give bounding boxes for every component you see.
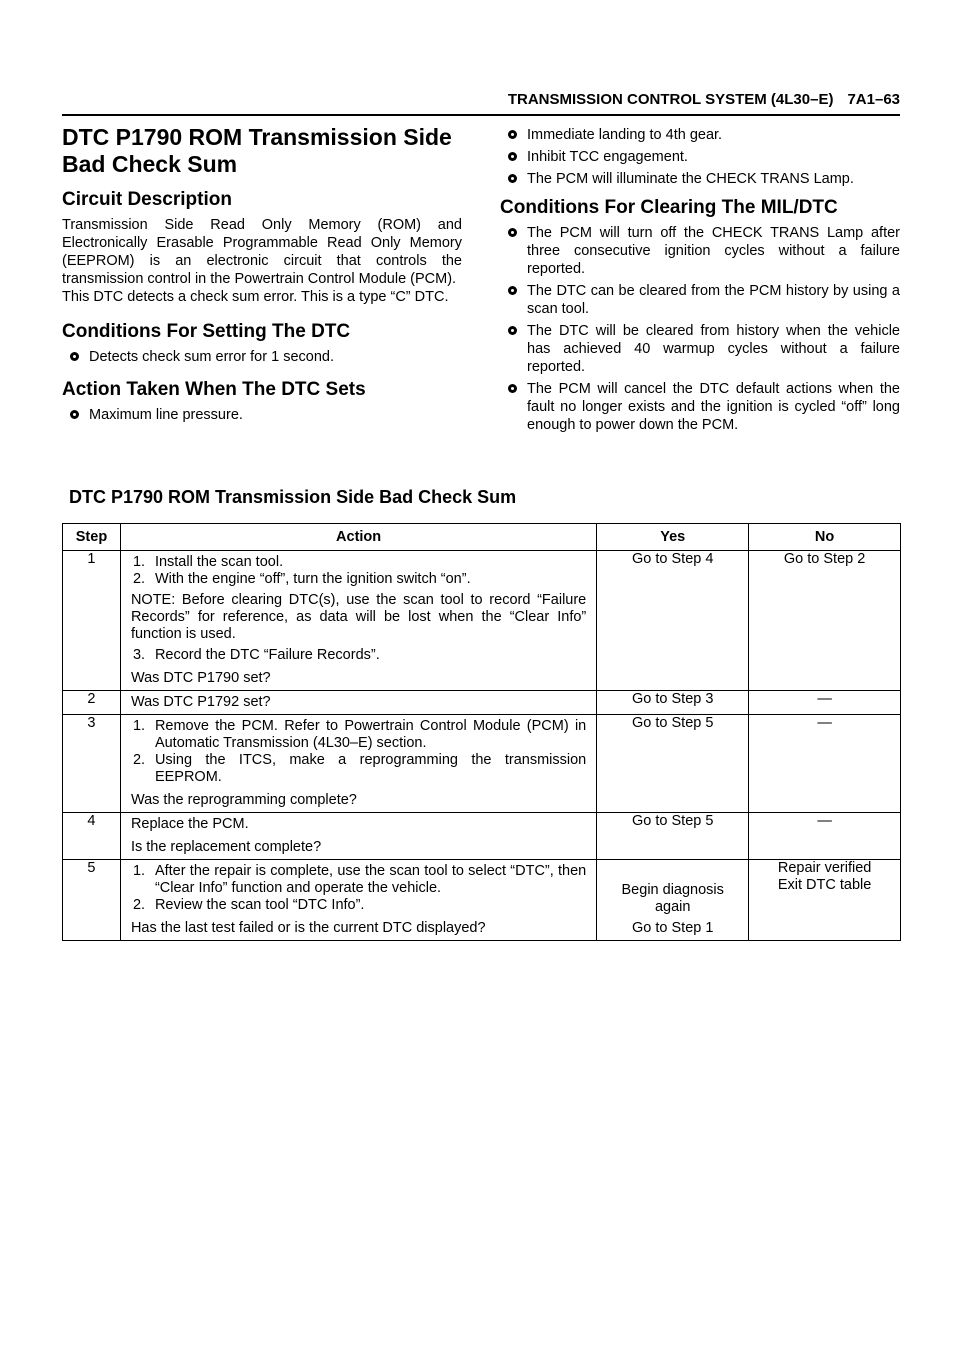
action-step: 2. Review the scan tool “DTC Info”.: [132, 897, 365, 913]
no-cell: —: [749, 691, 901, 715]
table-title: DTC P1790 ROM Transmission Side Bad Check Sum: [69, 487, 517, 507]
yes-text-1: Begin diagnosis again: [621, 882, 724, 915]
circuit-description-text-2: This DTC detects a check sum error. This is a type “C” DTC.: [62, 289, 449, 305]
table-row: [63, 813, 901, 860]
action-step: 1. Install the scan tool.: [132, 554, 284, 570]
table-row: [63, 715, 901, 813]
list-item: Maximum line pressure.: [70, 406, 462, 424]
no-cell: [749, 860, 901, 941]
list-item: The PCM will illuminate the CHECK TRANS Lamp.: [508, 170, 900, 188]
action-question: Was DTC P1792 set?: [130, 694, 271, 710]
bullet-icon: [70, 352, 79, 361]
yes-cell: Go to Step 5: [597, 715, 749, 813]
column-header-yes: Yes: [597, 524, 749, 551]
action-step: 2. Using the ITCS, make a reprogramming the transmission EEPROM.: [132, 752, 587, 785]
yes-cell: Go to Step 5: [597, 813, 749, 860]
page-title: DTC P1790 ROM Transmission Side Bad Check Sum: [62, 124, 452, 177]
bullet-icon: [508, 228, 517, 237]
list-item: Detects check sum error for 1 second.: [70, 348, 462, 366]
action-taken-list: [62, 406, 462, 424]
bullet-icon: [508, 326, 517, 335]
action-step: 2. With the engine “off”, turn the ignition switch “on”.: [132, 571, 471, 587]
step-number: 3: [63, 715, 121, 813]
action-step: 1. After the repair is complete, use the scan tool to select “DTC”, then “Clear Info” function and operate the vehicle.: [132, 863, 587, 896]
circuit-description-heading: Circuit Description: [62, 189, 232, 210]
page-number: 7A1–63: [847, 91, 900, 108]
action-taken-list-continued: [500, 126, 900, 188]
no-text-2: Exit DTC table: [777, 877, 872, 893]
column-header-no: No: [749, 524, 901, 551]
list-item: The PCM will turn off the CHECK TRANS Lamp after three consecutive ignition cycles without a failure reported.: [508, 224, 900, 278]
step-number: 5: [63, 860, 121, 941]
list-item: The DTC can be cleared from the PCM history by using a scan tool.: [508, 282, 900, 318]
no-cell: —: [749, 813, 901, 860]
list-item: The DTC will be cleared from history when the vehicle has achieved 40 warmup cycles without a failure reported.: [508, 322, 900, 376]
section-title: TRANSMISSION CONTROL SYSTEM (4L30–E): [507, 91, 834, 108]
list-item: Immediate landing to 4th gear.: [508, 126, 900, 144]
clearing-conditions-list: [500, 224, 900, 434]
note-text: NOTE: Before clearing DTC(s), use the scan tool to record “Failure Records” for reference, as data will be lost when the “Clear Info” function is used.: [130, 592, 587, 642]
action-taken-heading: Action Taken When The DTC Sets: [62, 379, 366, 400]
running-header: [62, 88, 900, 116]
no-cell: Go to Step 2: [749, 551, 901, 691]
no-text-1: Repair verified: [777, 860, 872, 876]
bullet-icon: [70, 410, 79, 419]
step-number: 2: [63, 691, 121, 715]
table-header-row: [63, 524, 901, 551]
bullet-icon: [508, 174, 517, 183]
action-question: Was the reprogramming complete?: [130, 792, 357, 808]
circuit-description-text: Transmission Side Read Only Memory (ROM) and Electronically Erasable Programmable Read Only Memory (EEPROM) is an electronic circuit that controls the transmission control in the Powertrain Control Module (PCM).: [62, 217, 462, 287]
yes-cell: [597, 860, 749, 941]
bullet-icon: [508, 130, 517, 139]
right-column: [500, 124, 900, 438]
step-number: 1: [63, 551, 121, 691]
action-text: Replace the PCM.: [130, 816, 249, 832]
table-row: [63, 860, 901, 941]
action-cell: [120, 715, 596, 813]
column-header-step: Step: [63, 524, 121, 551]
action-cell: [120, 860, 596, 941]
table-row: [63, 551, 901, 691]
bullet-icon: [508, 286, 517, 295]
setting-conditions-heading: Conditions For Setting The DTC: [62, 321, 351, 342]
diagnostic-table: [62, 523, 901, 941]
no-cell: —: [749, 715, 901, 813]
list-item: Inhibit TCC engagement.: [508, 148, 900, 166]
action-question: Is the replacement complete?: [130, 839, 322, 855]
action-question: Was DTC P1790 set?: [130, 670, 271, 686]
action-question: Has the last test failed or is the current DTC displayed?: [130, 920, 486, 936]
bullet-icon: [508, 384, 517, 393]
column-header-action: Action: [120, 524, 596, 551]
table-row: [63, 691, 901, 715]
action-cell: [120, 551, 596, 691]
yes-cell: Go to Step 4: [597, 551, 749, 691]
bullet-icon: [508, 152, 517, 161]
action-step: 3. Record the DTC “Failure Records”.: [132, 647, 380, 663]
action-cell: [120, 691, 596, 715]
setting-conditions-list: [62, 348, 462, 366]
left-column: [62, 124, 462, 428]
yes-text-2: Go to Step 1: [632, 920, 714, 936]
action-step: 1. Remove the PCM. Refer to Powertrain Control Module (PCM) in Automatic Transmission (4L30–E) section.: [132, 718, 587, 751]
yes-cell: Go to Step 3: [597, 691, 749, 715]
list-item: The PCM will cancel the DTC default actions when the fault no longer exists and the ignition is cycled “off” long enough to power down the PCM.: [508, 380, 900, 434]
step-number: 4: [63, 813, 121, 860]
clearing-conditions-heading: Conditions For Clearing The MIL/DTC: [500, 197, 838, 218]
action-cell: [120, 813, 596, 860]
